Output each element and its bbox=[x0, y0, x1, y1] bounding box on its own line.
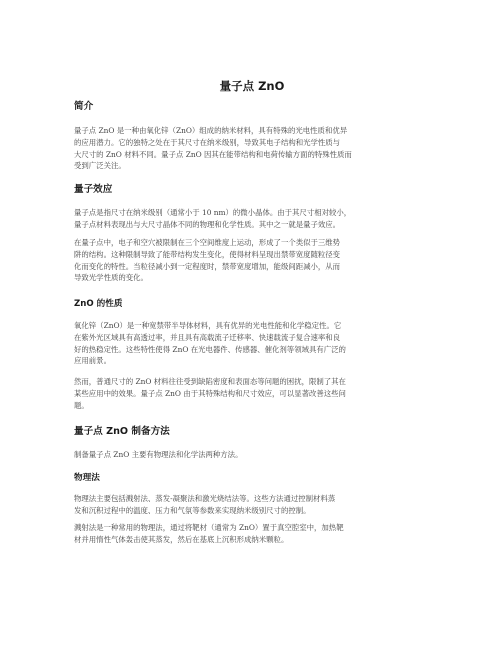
text-line: 某些应用中的效果。量子点 ZnO 由于其特殊结构和尺寸效应，可以显著改善这些问 bbox=[74, 388, 346, 398]
text-line: 化而变化的特性。当粒径减小到一定程度时，禁带宽度增加，能级间距减小，从而 bbox=[74, 261, 341, 271]
text-line: 量子点是指尺寸在纳米级别（通常小于 10 nm）的微小晶体。由于其尺寸相对较小， bbox=[74, 208, 352, 217]
text-line: 发和沉积过程中的温度、压力和气氛等参数来实现纳米级别尺寸的控制。 bbox=[74, 505, 311, 515]
text-line: 阱的结构。这种限制导致了能带结构发生变化，使得材料呈现出禁带宽度随粒径变 bbox=[74, 249, 341, 259]
text-line: 材并用惰性气体轰击使其蒸发，然后在基底上沉积形成纳米颗粒。 bbox=[74, 534, 289, 544]
paragraph-intro-1 bbox=[74, 125, 430, 172]
text-line: 量子点材料表现出与大尺寸晶体不同的物理和化学性质。其中之一就是量子效应。 bbox=[74, 219, 341, 229]
text-line: 在紫外光区域具有高透过率，并且具有高载流子迁移率、快速载流子复合速率和良 bbox=[74, 332, 341, 342]
paragraph-quantum-effect-1 bbox=[74, 207, 430, 231]
paragraph-quantum-effect-2 bbox=[74, 237, 430, 284]
text-line: 的应用潜力。它的独特之处在于其尺寸在纳米级别，导致其电子结构和光学性质与 bbox=[74, 137, 341, 147]
text-line: 溅射法是一种常用的物理法，通过将靶材（通常为 ZnO）置于真空腔室中，加热靶 bbox=[74, 523, 344, 532]
paragraph-zno-properties-1 bbox=[74, 320, 430, 367]
document-title: 量子点 ZnO bbox=[219, 79, 285, 93]
paragraph-physical-method-2 bbox=[74, 522, 430, 546]
text-line: 受到广泛关注。 bbox=[74, 161, 126, 171]
text-line: 导致光学性质的变化。 bbox=[74, 273, 148, 283]
text-line: 氧化锌（ZnO）是一种宽禁带半导体材料，具有优异的光电性能和化学稳定性。它 bbox=[74, 321, 342, 330]
text-line: 物理法主要包括溅射法、蒸发-凝聚法和激光烧结法等。这些方法通过控制材料蒸 bbox=[74, 494, 336, 503]
text-line: 然而，普通尺寸的 ZnO 材料往往受到缺陷密度和表面态等问题的困扰，限制了其在 bbox=[74, 377, 346, 386]
heading-preparation: 量子点 ZnO 制备方法 bbox=[74, 426, 170, 437]
paragraph-zno-properties-2 bbox=[74, 376, 430, 411]
heading-intro: 简介 bbox=[74, 101, 94, 112]
text-line: 题。 bbox=[74, 400, 89, 410]
text-line: 好的热稳定性。这些特性使得 ZnO 在光电器件、传感器、催化剂等领域具有广泛的 bbox=[74, 344, 346, 354]
text-line: 在量子点中，电子和空穴被限制在三个空间维度上运动，形成了一个类似于三维势 bbox=[74, 238, 341, 247]
text-line: 制备量子点 ZnO 主要有物理法和化学法两种方法。 bbox=[74, 450, 243, 459]
text-line: 量子点 ZnO 是一种由氧化锌（ZnO）组成的纳米材料，具有特殊的光电性质和优异 bbox=[74, 126, 348, 135]
text-line: 应用前景。 bbox=[74, 356, 111, 366]
heading-zno-properties: ZnO 的性质 bbox=[74, 299, 123, 309]
heading-physical-method: 物理法 bbox=[74, 473, 100, 483]
paragraph-physical-method-1 bbox=[74, 493, 430, 517]
paragraph-preparation-1 bbox=[74, 449, 430, 461]
text-line: 大尺寸的 ZnO 材料不同。量子点 ZnO 因其在能带结构和电荷传输方面的特殊性质而 bbox=[74, 149, 352, 159]
heading-quantum-effect: 量子效应 bbox=[74, 184, 113, 195]
